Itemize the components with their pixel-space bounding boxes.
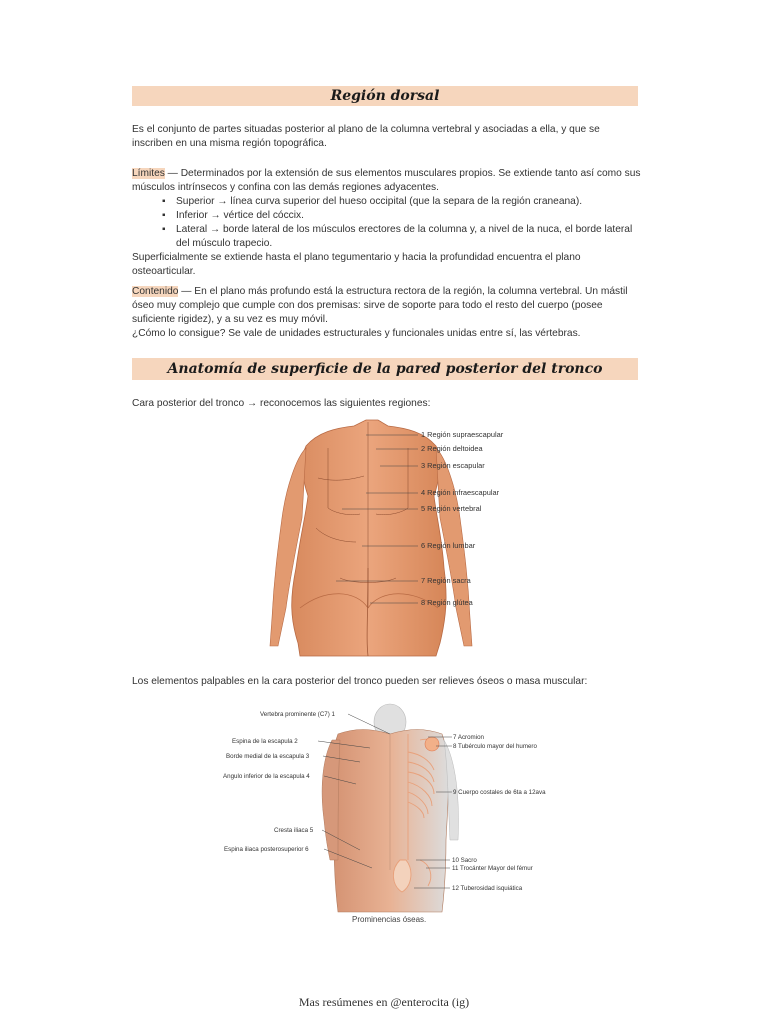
region-label-1: 1 Región supraescapular <box>421 430 504 439</box>
region-label-2: 2 Región deltoidea <box>421 444 483 453</box>
region-label-5: 5 Región vertebral <box>421 504 482 513</box>
palpable-label-1: Vertebra prominente (C7) 1 <box>260 711 335 718</box>
figure-caption: Prominencias óseas. <box>352 915 427 924</box>
limites-paragraph <box>132 167 642 279</box>
question-line: ¿Cómo lo consigue? Se vale de unidades estructurales y funcionales unidas entre sí, las vértebras. <box>132 328 581 339</box>
left-labels <box>223 711 336 853</box>
contenido-paragraph <box>132 285 642 341</box>
palpable-label-10: 10 Sacro <box>452 857 477 864</box>
shoulder-joint <box>425 737 439 751</box>
region-label-4: 4 Región infraescapular <box>421 488 500 497</box>
bony-prominences-figure <box>220 700 560 930</box>
superficial-paragraph: Superficialmente se extiende hasta el plano tegumentario y hacia la profundidad encuentra el plano osteoarticular. <box>132 252 581 277</box>
posterior-torso-regions-figure <box>256 418 526 658</box>
palpable-intro: Los elementos palpables en la cara posterior del tronco pueden ser relieves óseos o masa muscular: <box>132 676 588 687</box>
palpable-label-8: 8 Tubérculo mayor del humero <box>453 743 537 750</box>
section-title-anatomia-superficie: Anatomía de superficie de la pared posterior del tronco <box>132 358 638 380</box>
region-label-3: 3 Región escapular <box>421 461 485 470</box>
right-labels <box>452 734 546 892</box>
palpable-label-5: Cresta iliaca 5 <box>274 827 314 834</box>
limites-term: Límites <box>132 168 165 179</box>
palpable-label-11: 11 Trocánter Mayor del fémur <box>452 865 533 872</box>
palpable-label-2: Espina de la escapula 2 <box>232 738 298 745</box>
palpable-label-3: Borde medial de la escapula 3 <box>226 753 310 760</box>
body-illustration <box>322 704 458 912</box>
regions-intro: Cara posterior del tronco → reconocemos las siguientes regiones: <box>132 398 431 409</box>
limit-lateral: ▪ Lateral → borde lateral de los músculos erectores de la columna y, a nivel de la nuca, el borde lateral del músculo trapecio. <box>162 223 642 251</box>
region-label-6: 6 Región lumbar <box>421 541 476 550</box>
contenido-term: Contenido <box>132 286 179 297</box>
limit-inferior: ▪ Inferior → vértice del cóccix. <box>162 209 642 223</box>
section-title-region-dorsal: Región dorsal <box>132 86 638 106</box>
palpable-label-9: 9 Cuerpo costales de 6ta a 12ava <box>453 789 546 796</box>
limit-superior: ▪ Superior → línea curva superior del hueso occipital (que la separa de la región craneana). <box>162 195 642 209</box>
palpable-label-12: 12 Tuberosidad isquiática <box>452 885 523 892</box>
palpable-label-4: Angulo inferior de la escapula 4 <box>223 773 310 780</box>
torso-illustration <box>270 420 472 656</box>
region-label-8: 8 Región glútea <box>421 598 473 607</box>
limits-list <box>132 195 642 251</box>
footer-credit: Mas resúmenes en @enterocita (ig) <box>298 995 470 1009</box>
intro-paragraph: Es el conjunto de partes situadas posterior al plano de la columna vertebral y asociadas a ella, y que se inscriben en una misma región topográfica. <box>132 124 600 149</box>
palpable-label-7: 7 Acromion <box>453 734 484 741</box>
palpable-label-6: Espina iliaca posterosuperior 6 <box>224 846 309 853</box>
limites-text: — Determinados por la extensión de sus elementos musculares propios. Se extiende tanto así como sus músculos intrínsecos y confina con las demás regiones adyacentes. <box>132 168 641 193</box>
region-label-7: 7 Región sacra <box>421 576 471 585</box>
contenido-text: — En el plano más profundo está la estructura rectora de la región, la columna vertebral. Un mástil óseo muy complejo que cumple con dos premisas: sirve de soporte para todo el resto del cuerpo (posee suficiente rigidez), y a su vez es muy móvil. <box>132 286 628 325</box>
